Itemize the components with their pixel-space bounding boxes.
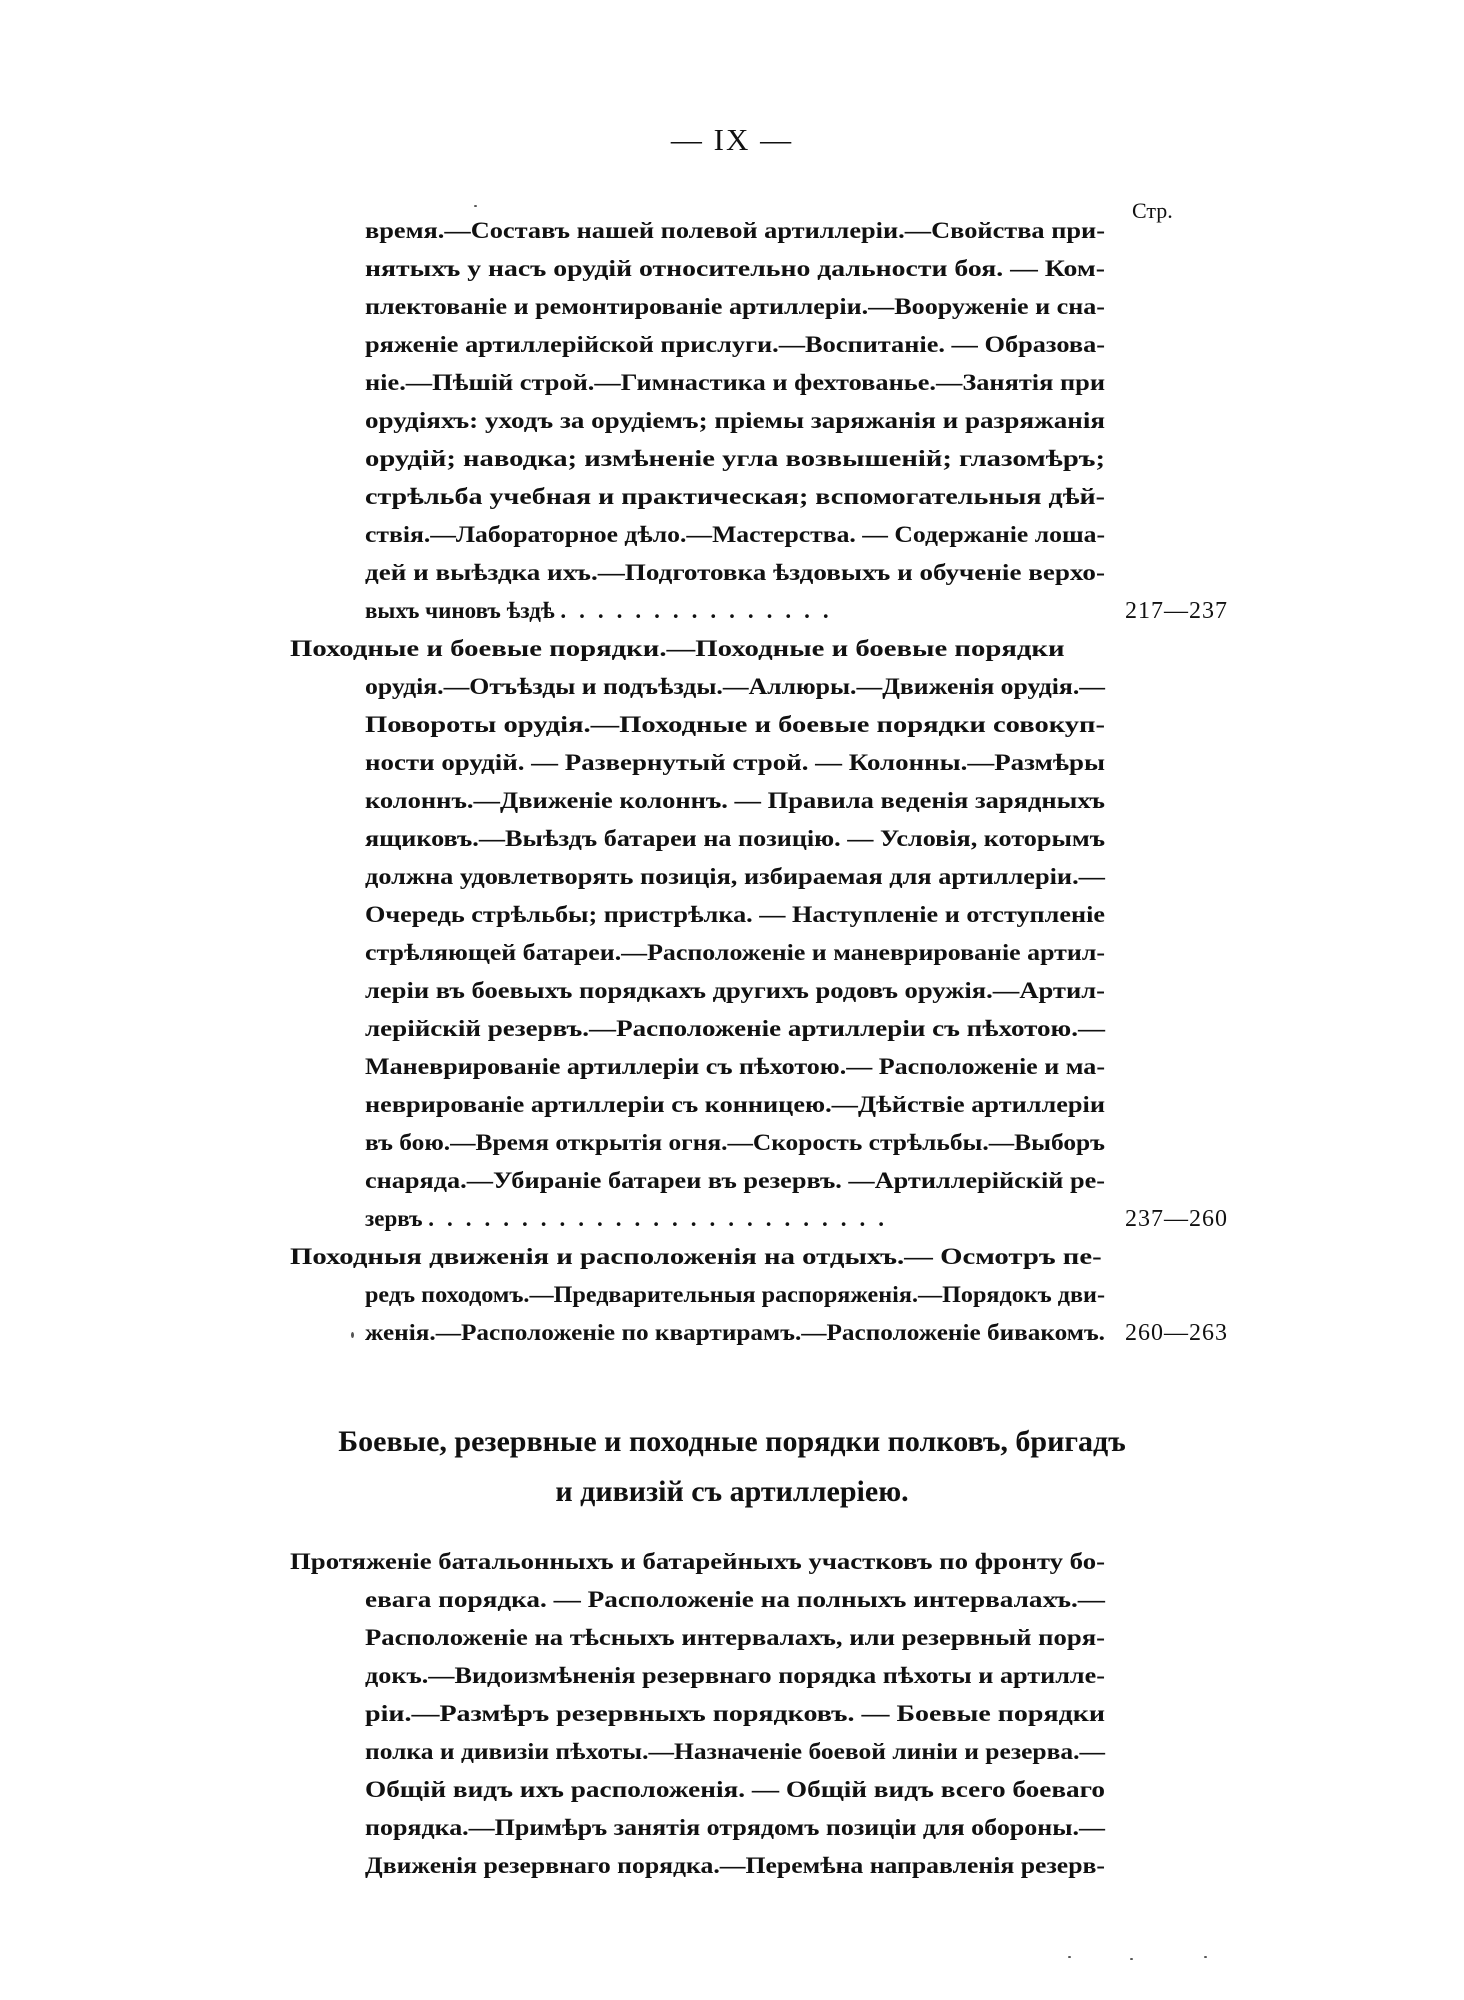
toc-entry-last-text: зервъ (365, 1206, 423, 1231)
scan-speck (1068, 1956, 1071, 1958)
toc-line: редъ походомъ.—Предварительныя распоряженія.—Порядокъ дви- (365, 1282, 1105, 1307)
scan-speck (474, 205, 477, 207)
page-range: 237—260 (1125, 1206, 1228, 1232)
toc-entry-last-text: выхъ чиновъ ѣздѣ (365, 598, 555, 623)
toc-line: Маневрированіе артиллеріи съ пѣхотою.— Расположеніе и ма- (365, 1054, 1105, 1079)
toc-line: плектованіе и ремонтированіе артиллеріи.—Вооруженіе и сна- (365, 294, 1105, 319)
page-column-label: Стр. (1132, 198, 1173, 223)
toc-line: время.—Составъ нашей полевой артиллеріи.—Свойства при- (365, 218, 1105, 243)
toc-line: орудій; наводка; измѣненіе угла возвышеній; глазомѣръ; (365, 446, 1105, 471)
toc-line (365, 1200, 897, 1238)
toc-line: стрѣляющей батареи.—Расположеніе и маневрированіе артил- (365, 940, 1105, 965)
section-heading: Боевые, резервные и походные порядки полковъ, бригадъ (338, 1425, 1126, 1458)
page-range: 260—263 (1125, 1320, 1228, 1346)
paragraph-line: докъ.—Видоизмѣненія резервнаго порядка пѣхоты и артилле- (365, 1663, 1105, 1688)
toc-line: стрѣльба учебная и практическая; вспомогательныя дѣй- (365, 484, 1105, 509)
toc-line: Походныя движенія и расположенія на отдыхъ.— Осмотръ пе- (290, 1244, 1102, 1269)
toc-line: ряженіе артиллерійской прислуги.—Воспитаніе. — Образова- (365, 332, 1105, 357)
paragraph-line: Движенія резервнаго порядка.—Перемѣна направленія резерв- (365, 1853, 1105, 1878)
toc-line: въ бою.—Время открытія огня.—Скорость стрѣльбы.—Выборъ (365, 1130, 1105, 1155)
toc-line: Очередь стрѣльбы; пристрѣлка. — Наступленіе и отступленіе (365, 902, 1105, 927)
scan-speck (1204, 1956, 1207, 1958)
paragraph-line: порядка.—Примѣръ занятія отрядомъ позиціи для обороны.— (365, 1815, 1105, 1840)
toc-line: ящиковъ.—Выѣздъ батареи на позицію. — Условія, которымъ (365, 826, 1105, 851)
toc-line: нятыхъ у насъ орудій относительно дальности боя. — Ком- (365, 256, 1105, 281)
toc-line: женія.—Расположеніе по квартирамъ.—Расположеніе бивакомъ. (365, 1320, 1105, 1345)
toc-line: ности орудій. — Развернутый строй. — Колонны.—Размѣры (365, 750, 1105, 775)
page-range: 217—237 (1125, 598, 1228, 624)
section-heading: и дивизій съ артиллеріею. (555, 1475, 909, 1508)
toc-line: леріи въ боевыхъ порядкахъ другихъ родовъ оружія.—Артил- (365, 978, 1105, 1003)
paragraph-line: Протяженіе батальонныхъ и батарейныхъ участковъ по фронту бо- (290, 1549, 1105, 1574)
paragraph-line: Общій видъ ихъ расположенія. — Общій видъ всего боеваго (365, 1777, 1105, 1802)
page-number: — IX — (670, 122, 794, 157)
scan-speck (1130, 1958, 1133, 1960)
paragraph-line: полка и дивизіи пѣхоты.—Назначеніе боевой линіи и резерва.— (365, 1739, 1105, 1764)
toc-line: орудія.—Отъѣзды и подъѣзды.—Аллюры.—Движенія орудія.— (365, 674, 1105, 699)
toc-line: Походные и боевые порядки.—Походные и боевые порядки (290, 636, 1065, 661)
toc-line: неврированіе артиллеріи съ конницею.—Дѣйствіе артиллеріи (365, 1092, 1105, 1117)
toc-line: лерійскій резервъ.—Расположеніе артиллеріи съ пѣхотою.— (365, 1016, 1105, 1041)
toc-line: колоннъ.—Движеніе колоннъ. — Правила веденія зарядныхъ (365, 788, 1105, 813)
toc-line: ніе.—Пѣшій строй.—Гимнастика и фехтованье.—Занятія при (365, 370, 1105, 395)
toc-line: снаряда.—Убираніе батареи въ резервъ. —Артиллерійскій ре- (365, 1168, 1105, 1193)
toc-line: Повороты орудія.—Походные и боевые порядки совокуп- (365, 712, 1105, 737)
dot-leader: ............... (560, 598, 842, 623)
paragraph-line: Расположеніе на тѣсныхъ интервалахъ, или резервный поря- (365, 1625, 1105, 1650)
scan-speck (351, 1332, 354, 1338)
toc-line: ствія.—Лабораторное дѣло.—Мастерства. — Содержаніе лоша- (365, 522, 1105, 547)
toc-line (365, 592, 842, 630)
paragraph-line: евага порядка. — Расположеніе на полныхъ интервалахъ.— (365, 1587, 1105, 1612)
toc-line: орудіяхъ: уходъ за орудіемъ; пріемы заряжанія и разряжанія (365, 408, 1105, 433)
paragraph-line: ріи.—Размѣръ резервныхъ порядковъ. — Боевые порядки (365, 1701, 1105, 1726)
dot-leader: ......................... (428, 1206, 897, 1231)
toc-line: должна удовлетворять позиція, избираемая для артиллеріи.— (365, 864, 1105, 889)
toc-line: дей и выѣздка ихъ.—Подготовка ѣздовыхъ и обученіе верхо- (365, 560, 1105, 585)
